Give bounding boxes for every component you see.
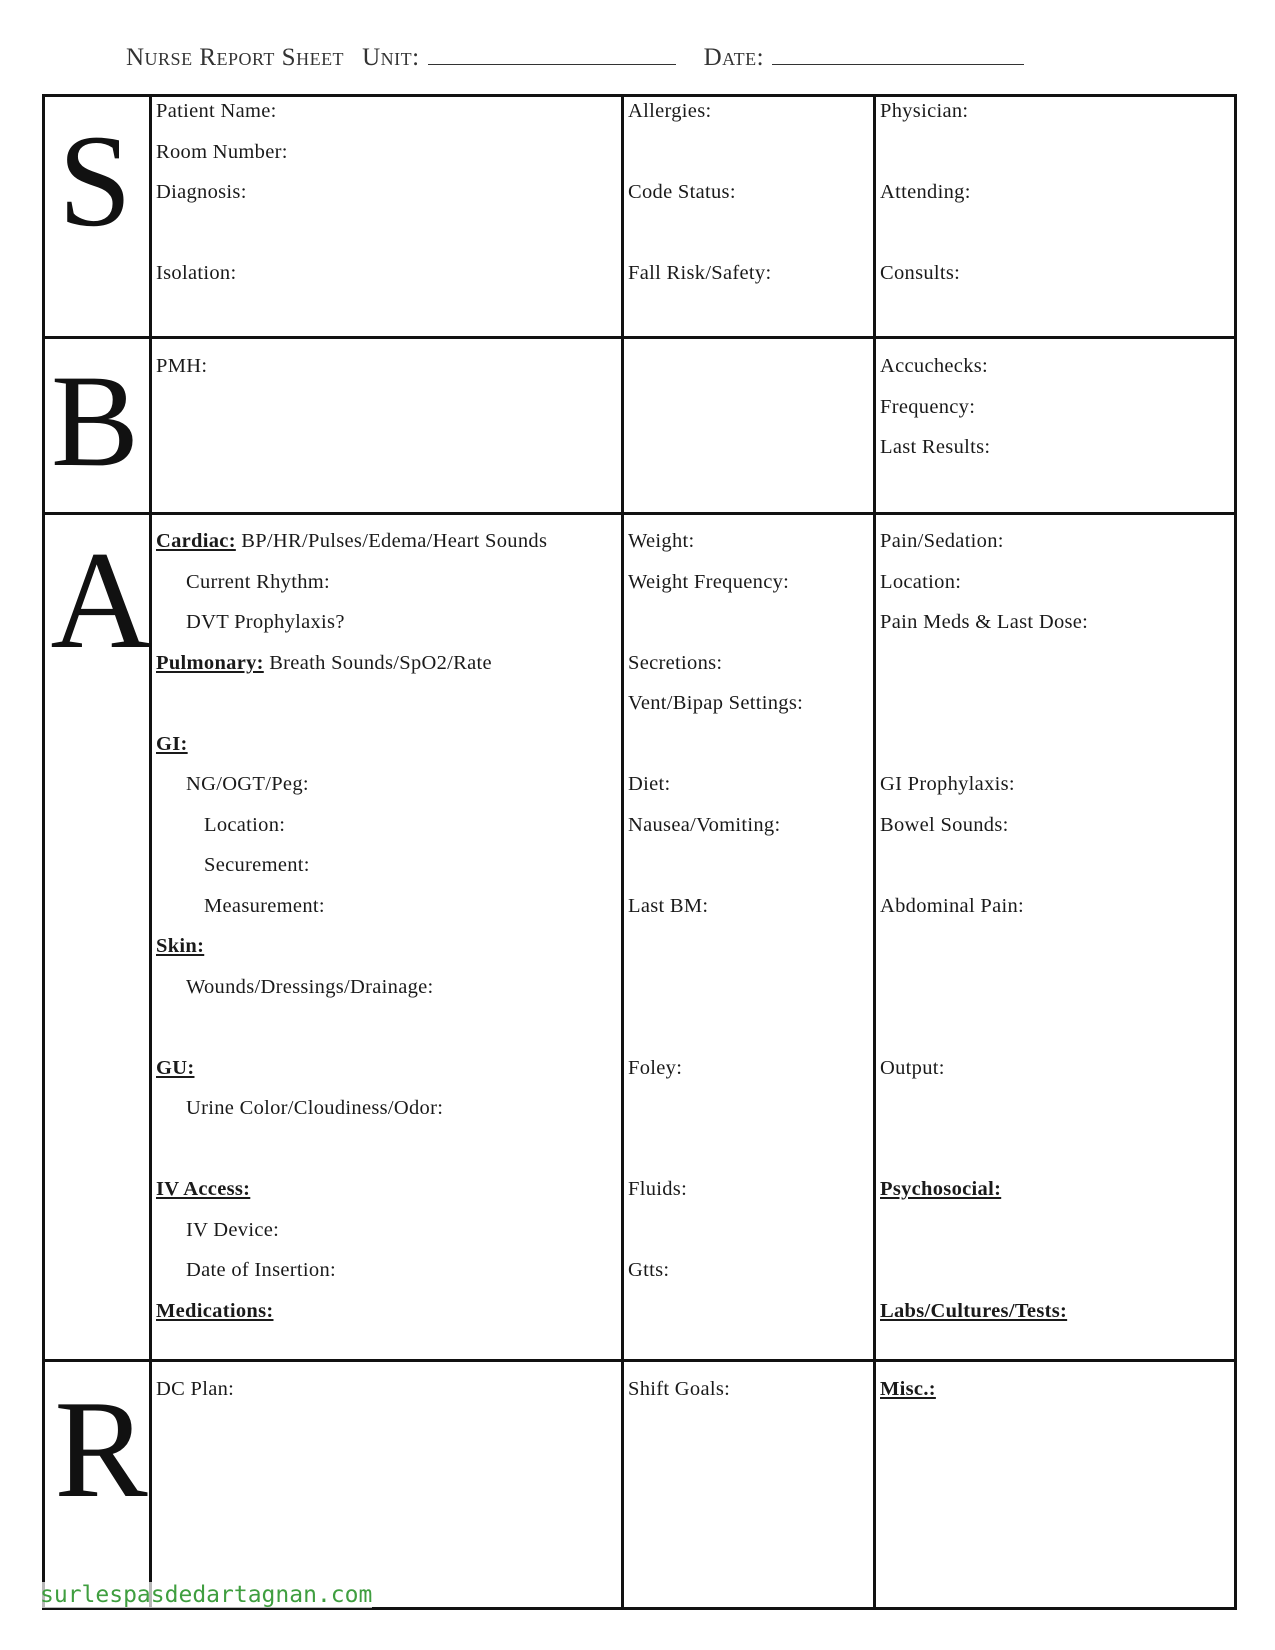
situation-safety-column <box>628 91 771 294</box>
room-number-field[interactable]: Room Number: <box>156 140 288 163</box>
fall-risk-field[interactable]: Fall Risk/Safety: <box>628 262 772 284</box>
spacer <box>628 1210 803 1251</box>
spacer <box>880 132 971 173</box>
iv-access-heading: IV Access: <box>156 1178 251 1200</box>
medications-heading: Medications: <box>156 1299 274 1322</box>
spacer <box>880 1088 1088 1129</box>
assessment-middle-column <box>628 521 803 1291</box>
situation-patient-column <box>156 91 288 294</box>
accuchecks-field[interactable]: Accuchecks: <box>880 355 989 377</box>
spacer <box>880 1250 1088 1291</box>
background-accuchecks-column <box>880 346 990 468</box>
secretions-field[interactable]: Secretions: <box>628 651 723 674</box>
spacer <box>880 1007 1088 1048</box>
pain-meds-field[interactable]: Pain Meds & Last Dose: <box>880 611 1089 633</box>
recommendation-dc-column <box>156 1369 234 1410</box>
letter-a: A <box>50 523 152 678</box>
spacer <box>880 643 1088 684</box>
spacer <box>880 845 1088 886</box>
assessment-right-column <box>880 521 1088 1331</box>
pain-sedation-field[interactable]: Pain/Sedation: <box>880 530 1004 552</box>
pulmonary-row[interactable] <box>156 643 547 684</box>
spacer <box>156 213 288 254</box>
letter-r: R <box>54 1372 148 1527</box>
divider <box>621 97 624 1607</box>
abdominal-pain-field[interactable]: Abdominal Pain: <box>880 894 1025 917</box>
pain-location-field[interactable]: Location: <box>880 570 962 593</box>
assessment-systems-column <box>156 521 547 1331</box>
spacer <box>628 926 803 967</box>
isolation-field[interactable]: Isolation: <box>156 262 237 284</box>
date-field[interactable] <box>772 42 1024 65</box>
iv-device-field[interactable]: IV Device: <box>186 1218 280 1241</box>
sheet-title: Nurse Report Sheet <box>126 44 345 71</box>
spacer <box>628 1088 803 1129</box>
allergies-field[interactable]: Allergies: <box>628 100 712 122</box>
last-results-field[interactable]: Last Results: <box>880 436 991 458</box>
unit-field[interactable] <box>428 42 676 65</box>
securement-field[interactable]: Securement: <box>204 854 310 876</box>
output-field[interactable]: Output: <box>880 1056 945 1079</box>
divider <box>873 97 876 1607</box>
ng-ogt-peg-field[interactable]: NG/OGT/Peg: <box>186 773 309 795</box>
divider <box>45 512 1234 515</box>
nausea-vomiting-field[interactable]: Nausea/Vomiting: <box>628 813 781 836</box>
date-of-insertion-field[interactable]: Date of Insertion: <box>186 1259 336 1281</box>
spacer <box>628 602 803 643</box>
date-label: Date: <box>703 44 765 71</box>
spacer <box>880 1210 1088 1251</box>
spacer <box>880 967 1088 1008</box>
fluids-field[interactable]: Fluids: <box>628 1178 688 1200</box>
cardiac-row[interactable] <box>156 521 547 562</box>
psychosocial-heading: Psychosocial: <box>880 1178 1002 1200</box>
sbar-grid <box>42 94 1237 1610</box>
unit-label: Unit: <box>362 44 420 71</box>
letter-s: S <box>58 107 132 254</box>
spacer <box>880 724 1088 765</box>
current-rhythm-field[interactable]: Current Rhythm: <box>186 570 331 593</box>
last-bm-field[interactable]: Last BM: <box>628 894 709 917</box>
measurement-field[interactable]: Measurement: <box>204 894 325 917</box>
divider <box>45 1359 1234 1362</box>
spacer <box>628 213 771 254</box>
dc-plan-field[interactable]: DC Plan: <box>156 1378 235 1400</box>
weight-frequency-field[interactable]: Weight Frequency: <box>628 570 790 593</box>
weight-field[interactable]: Weight: <box>628 530 695 552</box>
spacer <box>880 683 1088 724</box>
gtts-field[interactable]: Gtts: <box>628 1259 670 1281</box>
foley-field[interactable]: Foley: <box>628 1056 683 1079</box>
gi-prophylaxis-field[interactable]: GI Prophylaxis: <box>880 773 1015 795</box>
cardiac-items: BP/HR/Pulses/Edema/Heart Sounds <box>235 530 548 552</box>
urine-field[interactable]: Urine Color/Cloudiness/Odor: <box>186 1097 444 1119</box>
recommendation-misc-column <box>880 1369 936 1410</box>
spacer <box>156 1007 547 1048</box>
diet-field[interactable]: Diet: <box>628 773 671 795</box>
patient-name-field[interactable]: Patient Name: <box>156 100 277 122</box>
pulmonary-heading: Pulmonary: <box>156 651 264 674</box>
spacer <box>628 1129 803 1170</box>
gi-heading: GI: <box>156 732 188 755</box>
pmh-field[interactable]: PMH: <box>156 355 208 377</box>
spacer <box>880 213 971 254</box>
wounds-field[interactable]: Wounds/Dressings/Drainage: <box>186 975 434 998</box>
cardiac-heading: Cardiac: <box>156 530 236 552</box>
frequency-field[interactable]: Frequency: <box>880 395 976 418</box>
divider <box>45 336 1234 339</box>
shift-goals-field[interactable]: Shift Goals: <box>628 1378 731 1400</box>
diagnosis-field[interactable]: Diagnosis: <box>156 181 247 203</box>
recommendation-goals-column <box>628 1369 730 1410</box>
dvt-prophylaxis-field[interactable]: DVT Prophylaxis? <box>186 611 345 633</box>
consults-field[interactable]: Consults: <box>880 262 961 284</box>
watermark: surlespasdedartagnan.com <box>40 1582 373 1608</box>
spacer <box>628 967 803 1008</box>
attending-field[interactable]: Attending: <box>880 181 971 203</box>
spacer <box>628 1007 803 1048</box>
spacer <box>628 845 803 886</box>
background-pmh-column <box>156 346 207 387</box>
vent-bipap-field[interactable]: Vent/Bipap Settings: <box>628 692 804 714</box>
sheet-header <box>126 42 1166 82</box>
misc-heading: Misc.: <box>880 1378 936 1400</box>
labs-heading: Labs/Cultures/Tests: <box>880 1299 1068 1322</box>
skin-heading: Skin: <box>156 935 205 957</box>
bowel-sounds-field[interactable]: Bowel Sounds: <box>880 813 1009 836</box>
tube-location-field[interactable]: Location: <box>204 813 286 836</box>
spacer <box>156 1129 547 1170</box>
physician-field[interactable]: Physician: <box>880 100 969 122</box>
spacer <box>156 683 547 724</box>
letter-b: B <box>50 347 140 494</box>
spacer <box>880 926 1088 967</box>
situation-physician-column <box>880 91 971 294</box>
spacer <box>628 724 803 765</box>
code-status-field[interactable]: Code Status: <box>628 181 736 203</box>
gu-heading: GU: <box>156 1056 195 1079</box>
spacer <box>880 1129 1088 1170</box>
spacer <box>628 132 771 173</box>
pulmonary-items: Breath Sounds/SpO2/Rate <box>263 651 492 674</box>
